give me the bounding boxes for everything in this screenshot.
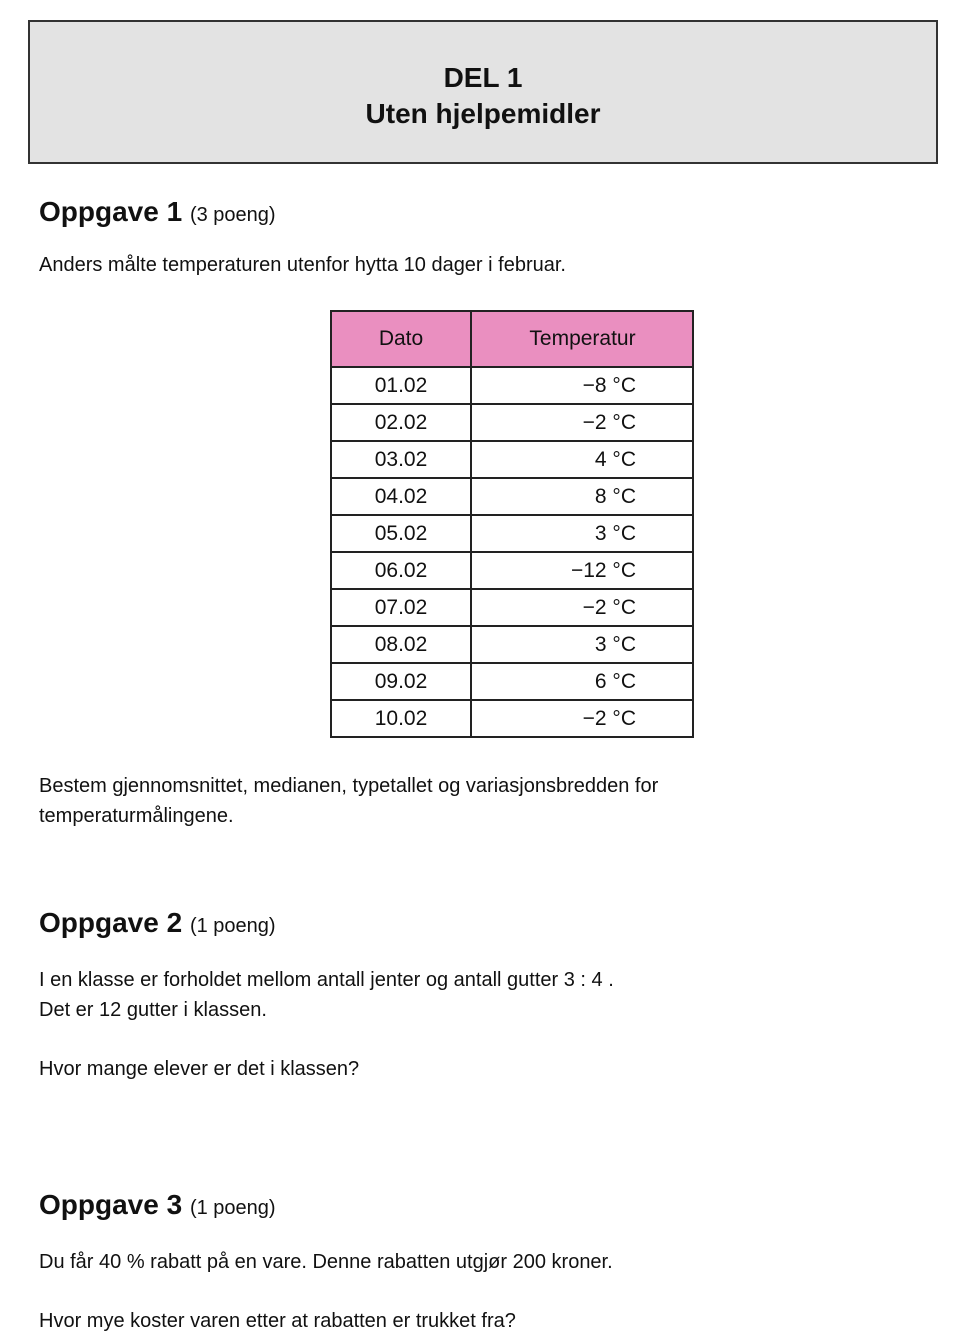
task-2-points: (1 poeng) xyxy=(189,915,276,937)
task-2-line-1: I en klasse er forholdet mellom antall jenter og antall gutter 3 : 4 . xyxy=(39,969,614,991)
task-3-heading xyxy=(39,1189,276,1221)
table-row xyxy=(331,700,693,737)
temperature-cell: 8 °C xyxy=(471,478,693,515)
task-2-line-2: Det er 12 gutter i klassen. xyxy=(39,999,267,1021)
temperature-cell: 3 °C xyxy=(471,515,693,552)
task-1-heading xyxy=(39,196,276,228)
table-row xyxy=(331,367,693,404)
task-1-title: Oppgave 1 xyxy=(39,196,183,227)
temperature-table xyxy=(330,310,694,738)
date-cell: 03.02 xyxy=(331,441,471,478)
task-1-points: (3 poeng) xyxy=(189,204,276,226)
temperature-cell: −2 °C xyxy=(471,589,693,626)
task-1-question-line-1: Bestem gjennomsnittet, medianen, typetallet og variasjonsbredden for xyxy=(39,775,659,797)
column-header-date: Dato xyxy=(331,311,471,367)
temperature-cell: 3 °C xyxy=(471,626,693,663)
table-row xyxy=(331,663,693,700)
task-3-title: Oppgave 3 xyxy=(39,1189,183,1220)
table-row xyxy=(331,626,693,663)
date-cell: 01.02 xyxy=(331,367,471,404)
temperature-cell: −12 °C xyxy=(471,552,693,589)
task-2-title: Oppgave 2 xyxy=(39,907,183,938)
table-row xyxy=(331,478,693,515)
task-2-question: Hvor mange elever er det i klassen? xyxy=(39,1058,360,1080)
task-1-question-line-2: temperaturmålingene. xyxy=(39,805,234,827)
date-cell: 05.02 xyxy=(331,515,471,552)
date-cell: 09.02 xyxy=(331,663,471,700)
date-cell: 02.02 xyxy=(331,404,471,441)
date-cell: 08.02 xyxy=(331,626,471,663)
table-row xyxy=(331,515,693,552)
temperature-cell: −8 °C xyxy=(471,367,693,404)
table-row xyxy=(331,552,693,589)
task-2-heading xyxy=(39,907,276,939)
task-1-intro: Anders målte temperaturen utenfor hytta 10 dager i februar. xyxy=(39,254,566,276)
table-row xyxy=(331,441,693,478)
table-row xyxy=(331,404,693,441)
temperature-cell: 4 °C xyxy=(471,441,693,478)
temperature-cell: 6 °C xyxy=(471,663,693,700)
task-3-question: Hvor mye koster varen etter at rabatten er trukket fra? xyxy=(39,1310,516,1332)
section-title: DEL 1 xyxy=(443,62,523,93)
date-cell: 07.02 xyxy=(331,589,471,626)
date-cell: 10.02 xyxy=(331,700,471,737)
task-3-points: (1 poeng) xyxy=(189,1197,276,1219)
column-header-temperature: Temperatur xyxy=(471,311,693,367)
table-row xyxy=(331,589,693,626)
section-header xyxy=(28,20,938,164)
temperature-cell: −2 °C xyxy=(471,404,693,441)
task-3-line-1: Du får 40 % rabatt på en vare. Denne rabatten utgjør 200 kroner. xyxy=(39,1251,613,1273)
date-cell: 06.02 xyxy=(331,552,471,589)
section-subtitle: Uten hjelpemidler xyxy=(365,98,601,129)
date-cell: 04.02 xyxy=(331,478,471,515)
table-header-row xyxy=(331,311,693,367)
temperature-cell: −2 °C xyxy=(471,700,693,737)
